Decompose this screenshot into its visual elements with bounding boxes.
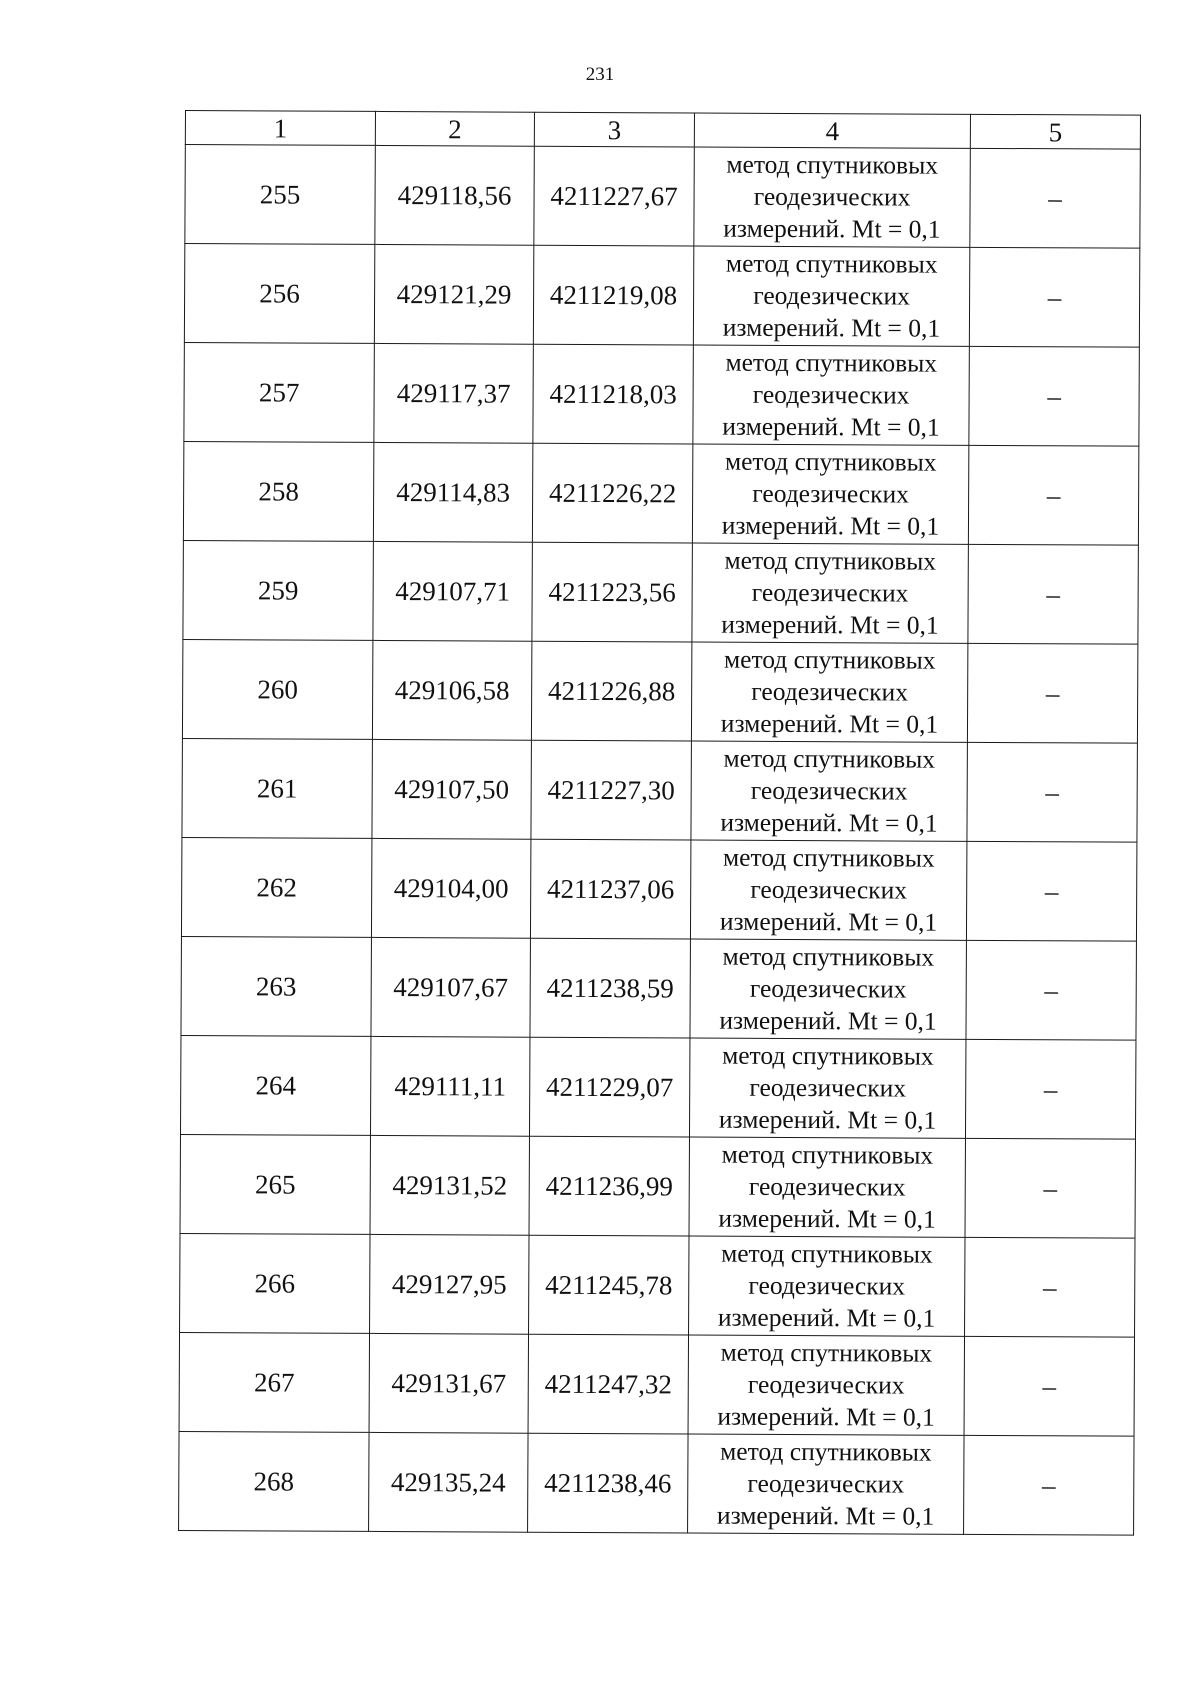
note-cell: – [966, 940, 1136, 1040]
method-line: геодезических [753, 280, 910, 311]
method-line: измерений. Mt = 0,1 [717, 1401, 935, 1432]
method-line: метод спутниковых [724, 446, 937, 477]
x-coordinate-cell: 429107,71 [373, 541, 532, 641]
table-row [182, 639, 1137, 743]
point-number-cell: 259 [183, 540, 373, 640]
note-cell: – [965, 1138, 1135, 1238]
method-cell [690, 840, 966, 940]
table-row [185, 145, 1140, 249]
method-line: метод спутниковых [720, 1436, 932, 1467]
method-line: измерений. Mt = 0,1 [722, 411, 940, 442]
method-line: геодезических [748, 1270, 906, 1301]
method-line: метод спутниковых [723, 644, 936, 675]
point-number-cell: 257 [184, 342, 374, 442]
table-row [180, 1233, 1135, 1337]
x-coordinate-cell: 429114,83 [373, 442, 532, 542]
point-number-cell: 255 [185, 145, 375, 245]
x-coordinate-cell: 429107,67 [371, 937, 530, 1037]
column-header: 5 [970, 114, 1140, 149]
method-line: метод спутниковых [721, 1238, 933, 1269]
method-line: измерений. Mt = 0,1 [718, 1203, 936, 1234]
y-coordinate-cell: 4211226,22 [532, 443, 692, 543]
table-row [179, 1431, 1134, 1535]
note-cell: – [965, 1237, 1135, 1337]
y-coordinate-cell: 4211218,03 [533, 344, 693, 444]
note-cell: – [967, 643, 1137, 743]
note-cell: – [968, 445, 1138, 545]
method-line: измерений. Mt = 0,1 [719, 906, 938, 937]
y-coordinate-cell: 4211223,56 [532, 542, 692, 642]
method-line: метод спутниковых [726, 149, 939, 180]
method-line: геодезических [748, 1171, 906, 1202]
method-line: метод спутниковых [725, 347, 938, 378]
x-coordinate-cell: 429117,37 [374, 343, 533, 443]
y-coordinate-cell: 4211238,59 [530, 938, 690, 1038]
method-cell [691, 642, 967, 742]
table-row [184, 342, 1139, 446]
method-cell [689, 1038, 965, 1138]
point-number-cell: 264 [180, 1035, 370, 1135]
note-cell: – [967, 742, 1137, 842]
method-cell [693, 345, 969, 445]
method-line: метод спутниковых [720, 1337, 933, 1368]
method-line: измерений. Mt = 0,1 [722, 312, 941, 343]
method-line: геодезических [747, 1369, 905, 1400]
method-line: метод спутниковых [721, 1139, 934, 1170]
method-line: геодезических [749, 1072, 907, 1103]
y-coordinate-cell: 4211237,06 [530, 839, 690, 939]
method-line: геодезических [751, 676, 909, 707]
y-coordinate-cell: 4211227,30 [531, 740, 691, 840]
column-header: 2 [375, 111, 534, 146]
x-coordinate-cell: 429104,00 [371, 838, 530, 938]
method-cell [689, 1236, 965, 1336]
note-cell: – [969, 247, 1139, 347]
point-number-cell: 260 [182, 639, 372, 739]
method-cell [688, 1434, 964, 1534]
note-cell: – [964, 1336, 1134, 1436]
method-line: метод спутниковых [723, 842, 935, 873]
method-line: геодезических [749, 973, 907, 1004]
x-coordinate-cell: 429107,50 [372, 739, 531, 839]
table-header-row [185, 111, 1140, 150]
note-cell: – [969, 346, 1139, 446]
table-row [182, 738, 1137, 842]
point-number-cell: 266 [180, 1233, 370, 1333]
table-row [181, 837, 1136, 941]
method-cell [692, 444, 968, 544]
method-cell [694, 147, 970, 247]
point-number-cell: 268 [179, 1431, 369, 1531]
method-cell [688, 1335, 964, 1435]
y-coordinate-cell: 4211245,78 [529, 1235, 689, 1335]
method-line: метод спутниковых [722, 941, 935, 972]
method-cell [692, 543, 968, 643]
method-line: метод спутниковых [725, 248, 938, 279]
method-cell [690, 939, 966, 1039]
y-coordinate-cell: 4211226,88 [531, 641, 691, 741]
x-coordinate-cell: 429111,11 [370, 1036, 529, 1136]
x-coordinate-cell: 429121,29 [374, 244, 533, 344]
method-line: геодезических [752, 379, 910, 410]
method-cell [691, 741, 967, 841]
point-number-cell: 256 [184, 244, 374, 344]
method-line: метод спутниковых [724, 545, 937, 576]
table-row [180, 1134, 1135, 1238]
note-cell: – [970, 148, 1140, 248]
method-line: метод спутниковых [722, 1040, 934, 1071]
y-coordinate-cell: 4211236,99 [529, 1136, 689, 1236]
method-cell [689, 1137, 965, 1237]
y-coordinate-cell: 4211238,46 [528, 1433, 688, 1533]
y-coordinate-cell: 4211219,08 [533, 245, 693, 345]
x-coordinate-cell: 429118,56 [375, 145, 534, 245]
method-line: измерений. Mt = 0,1 [721, 609, 939, 640]
column-header: 3 [534, 112, 694, 147]
method-line: геодезических [750, 874, 908, 905]
point-number-cell: 261 [182, 738, 372, 838]
method-line: измерений. Mt = 0,1 [720, 807, 938, 838]
x-coordinate-cell: 429127,95 [370, 1234, 529, 1334]
method-line: геодезических [750, 775, 908, 806]
x-coordinate-cell: 429106,58 [372, 640, 531, 740]
method-line: метод спутниковых [723, 743, 936, 774]
note-cell: – [968, 544, 1138, 644]
method-line: измерений. Mt = 0,1 [717, 1302, 936, 1333]
page-number: 231 [585, 64, 615, 85]
table-row [179, 1332, 1134, 1436]
method-line: измерений. Mt = 0,1 [720, 708, 939, 739]
table-row [183, 540, 1138, 644]
method-line: геодезических [751, 577, 909, 608]
column-header: 4 [694, 113, 970, 148]
table-row [183, 441, 1138, 545]
point-number-cell: 267 [179, 1332, 369, 1432]
table-body [179, 145, 1141, 1536]
x-coordinate-cell: 429135,24 [369, 1432, 528, 1532]
note-cell: – [964, 1435, 1134, 1535]
x-coordinate-cell: 429131,52 [370, 1135, 529, 1235]
table-row [184, 244, 1139, 348]
method-line: измерений. Mt = 0,1 [721, 510, 940, 541]
y-coordinate-cell: 4211247,32 [528, 1334, 688, 1434]
method-cell [693, 246, 969, 346]
y-coordinate-cell: 4211227,67 [534, 146, 694, 246]
note-cell: – [966, 841, 1136, 941]
method-line: измерений. Mt = 0,1 [723, 213, 941, 244]
coordinates-table [178, 110, 1141, 1536]
method-line: измерений. Mt = 0,1 [719, 1005, 937, 1036]
point-number-cell: 258 [183, 441, 373, 541]
note-cell: – [965, 1039, 1135, 1139]
method-line: измерений. Mt = 0,1 [716, 1500, 935, 1531]
y-coordinate-cell: 4211229,07 [529, 1037, 689, 1137]
point-number-cell: 263 [181, 936, 371, 1036]
table-row [181, 936, 1136, 1040]
method-line: измерений. Mt = 0,1 [718, 1104, 937, 1135]
point-number-cell: 265 [180, 1134, 370, 1234]
point-number-cell: 262 [181, 837, 371, 937]
x-coordinate-cell: 429131,67 [369, 1333, 528, 1433]
table-row [180, 1035, 1135, 1139]
method-line: геодезических [752, 478, 910, 509]
method-line: геодезических [753, 181, 911, 212]
column-header: 1 [185, 111, 375, 146]
method-line: геодезических [747, 1468, 905, 1499]
